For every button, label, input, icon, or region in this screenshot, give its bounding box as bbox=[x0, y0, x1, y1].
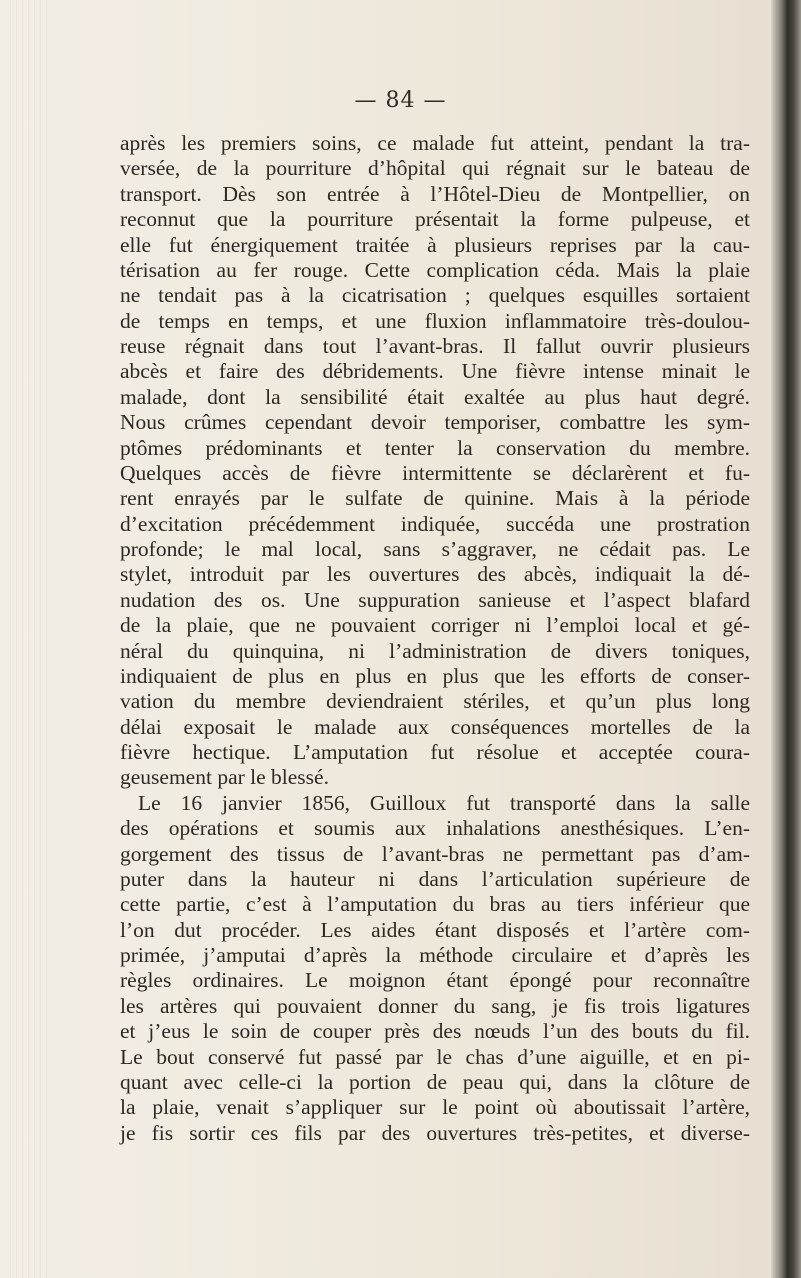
text-line: puter dans la hauteur ni dans l’articulation supérieure de bbox=[120, 866, 750, 891]
text-line: ptômes prédominants et tenter la conservation du membre. bbox=[120, 435, 750, 460]
text-line: vation du membre deviendraient stériles, et qu’un plus long bbox=[120, 689, 750, 714]
text-line: délai exposait le malade aux conséquences mortelles de la bbox=[120, 714, 750, 739]
text-line: je fis sortir ces fils par des ouvertures très-petites, et diverse- bbox=[120, 1120, 750, 1145]
text-line: Nous crûmes cependant devoir temporiser, combattre les sym- bbox=[120, 410, 750, 435]
text-line: malade, dont la sensibilité était exaltée au plus haut degré. bbox=[120, 384, 750, 409]
text-line: transport. Dès son entrée à l’Hôtel-Dieu de Montpellier, on bbox=[120, 181, 750, 206]
text-line: de la plaie, que ne pouvaient corriger ni l’emploi local et gé- bbox=[120, 613, 750, 638]
binding-edge bbox=[771, 0, 801, 1278]
text-line: rent enrayés par le sulfate de quinine. Mais à la période bbox=[120, 486, 750, 511]
text-line: Le bout conservé fut passé par le chas d’une aiguille, et en pi- bbox=[120, 1044, 750, 1069]
text-line: après les premiers soins, ce malade fut atteint, pendant la tra- bbox=[120, 131, 750, 155]
text-line: térisation au fer rouge. Cette complication céda. Mais la plaie bbox=[120, 257, 750, 282]
text-line: les artères qui pouvaient donner du sang, je fis trois ligatures bbox=[120, 993, 750, 1018]
text-line: ne tendait pas à la cicatrisation ; quelques esquilles sortaient bbox=[120, 283, 750, 308]
gutter-shading bbox=[10, 0, 50, 1278]
body-text bbox=[120, 131, 750, 1146]
text-line: profonde; le mal local, sans s’aggraver, ne cédait pas. Le bbox=[120, 537, 750, 561]
text-line: Quelques accès de fièvre intermittente se déclarèrent et fu- bbox=[120, 460, 750, 485]
text-line: l’on dut procéder. Les aides étant disposés et l’artère com- bbox=[120, 917, 750, 942]
text-line: et j’eus le soin de couper près des nœuds l’un des bouts du fil. bbox=[120, 1019, 750, 1044]
text-line: gorgement des tissus de l’avant-bras ne permettant pas d’am- bbox=[120, 841, 750, 866]
paragraph-end-line: geusement par le blessé. bbox=[120, 765, 329, 790]
page-number-header: — 84 — bbox=[354, 88, 447, 113]
text-line: reconnut que la pourriture présentait la forme pulpeuse, et bbox=[120, 207, 750, 232]
text-line: néral du quinquina, ni l’administration de divers toniques, bbox=[120, 638, 750, 663]
text-line: indiquaient de plus en plus en plus que les efforts de conser- bbox=[120, 663, 750, 688]
text-line: stylet, introduit par les ouvertures des abcès, indiquait la dé- bbox=[120, 562, 750, 587]
text-line: cette partie, c’est à l’amputation du bras au tiers inférieur que bbox=[120, 892, 750, 917]
text-line: reuse régnait dans tout l’avant-bras. Il fallut ouvrir plusieurs bbox=[120, 334, 750, 358]
text-line: elle fut énergiquement traitée à plusieurs reprises par la cau- bbox=[120, 232, 750, 257]
text-line: d’excitation précédemment indiquée, succéda une prostration bbox=[120, 511, 750, 536]
text-line: Le 16 janvier 1856, Guilloux fut transporté dans la salle bbox=[138, 790, 750, 815]
text-line: abcès et faire des débridements. Une fièvre intense minait le bbox=[120, 359, 750, 384]
text-line: primée, j’amputai d’après la méthode circulaire et d’après les bbox=[120, 943, 750, 967]
text-line: nudation des os. Une suppuration sanieuse et l’aspect blafard bbox=[120, 587, 750, 612]
text-line: la plaie, venait s’appliquer sur le point où aboutissait l’artère, bbox=[120, 1095, 750, 1120]
text-line: fièvre hectique. L’amputation fut résolue et acceptée coura- bbox=[120, 740, 750, 764]
text-line: quant avec celle-ci la portion de peau qui, dans la clôture de bbox=[120, 1069, 750, 1094]
text-line: des opérations et soumis aux inhalations anesthésiques. L’en- bbox=[120, 816, 750, 841]
text-line: règles ordinaires. Le moignon étant épongé pour reconnaître bbox=[120, 968, 750, 993]
text-line: de temps en temps, et une fluxion inflammatoire très-doulou- bbox=[120, 308, 750, 333]
text-line: versée, de la pourriture d’hôpital qui régnait sur le bateau de bbox=[120, 156, 750, 181]
